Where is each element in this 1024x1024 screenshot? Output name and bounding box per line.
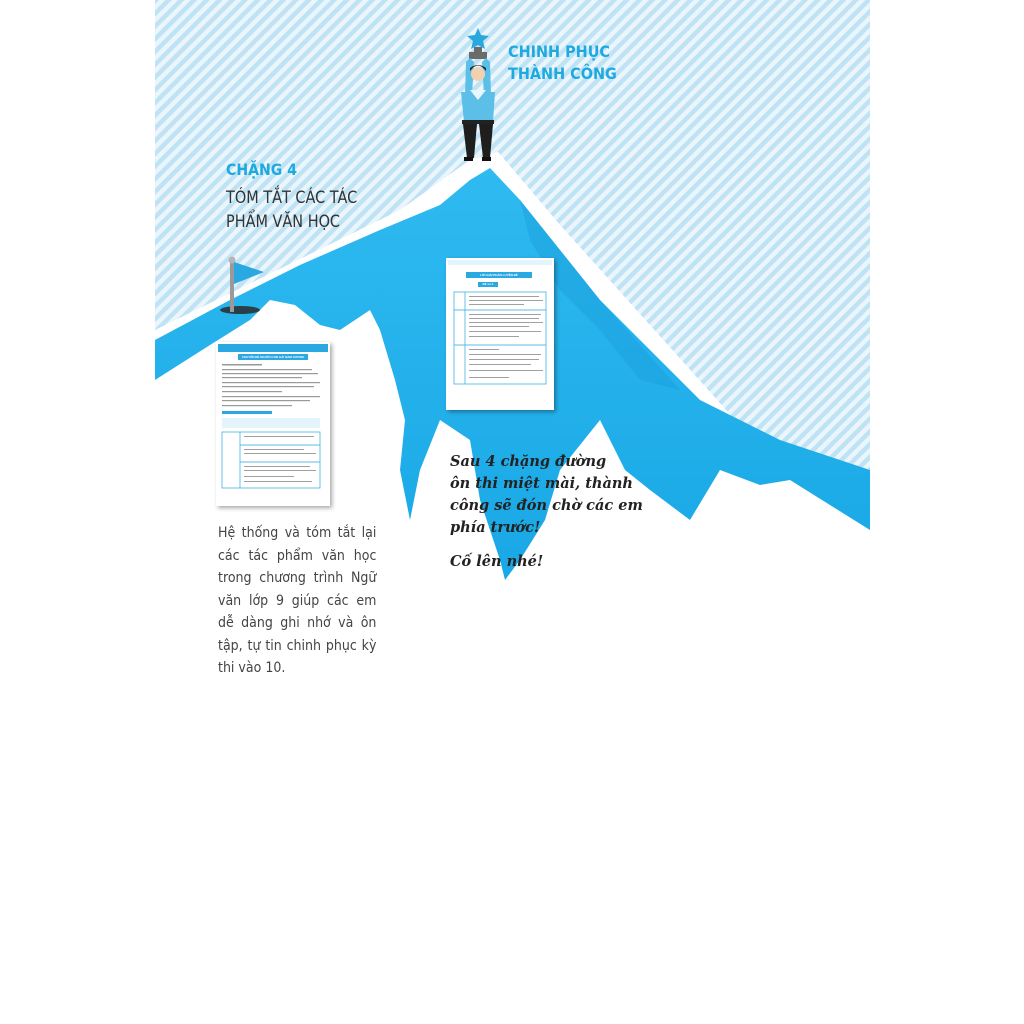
right-page-badge: Đề số 1 [482,282,494,286]
right-page-header: LỜI GIẢI PHẦN LUYỆN ĐỀ [480,273,518,277]
motivation-quote [450,451,650,539]
motivation-line1: Sau 4 chặng đường [450,453,607,470]
left-page-header: CHUYÊN ĐỀ NGƯỜI CON GÁI NAM XƯƠNG [241,355,305,359]
stage-title-line1: TÓM TẮT CÁC TÁC [226,188,358,208]
motivation-line4: phía trước! [450,519,541,536]
stage-label: CHẶNG 4 [226,160,298,179]
summit-title-line2: THÀNH CÔNG [508,64,617,83]
motivation-cheer: Cố lên nhé! [450,553,544,570]
summit-title-line1: CHINH PHỤC [508,42,610,61]
stage-title [226,186,357,234]
summit-title [508,41,617,85]
stage-title-line2: PHẨM VĂN HỌC [226,212,341,232]
stage-description: Hệ thống và tóm tắt lại các tác phẩm văn học trong chương trình Ngữ văn lớp 9 giúp các em dễ dàng ghi nhớ và ôn tập, tự tin chinh phục kỳ thi vào 10. [218,525,377,676]
motivation-line3: công sẽ đón chờ các em [450,497,643,514]
motivation-line2: ôn thi miệt mài, thành [450,475,633,492]
sample-page-right [446,258,554,410]
